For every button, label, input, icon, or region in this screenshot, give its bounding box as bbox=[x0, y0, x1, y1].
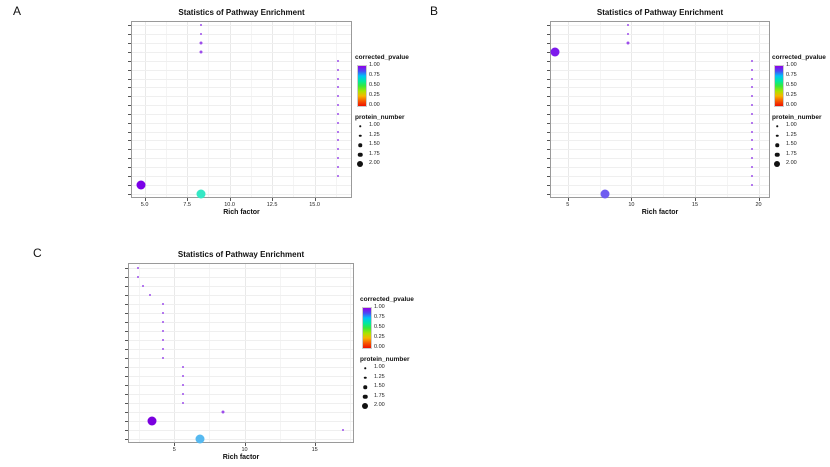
x-tick-label: 15 bbox=[691, 202, 699, 208]
y-axis-tick bbox=[547, 61, 550, 62]
y-axis-tick bbox=[547, 87, 550, 88]
data-point bbox=[337, 175, 339, 177]
data-point bbox=[337, 60, 339, 62]
grid-line bbox=[551, 79, 769, 80]
data-point bbox=[162, 330, 164, 332]
legend-size-label: 1.25 bbox=[374, 373, 385, 380]
grid-line bbox=[129, 412, 353, 413]
y-axis-tick bbox=[128, 70, 131, 71]
y-axis-tick bbox=[125, 313, 128, 314]
grid-line bbox=[551, 185, 769, 186]
grid-line bbox=[132, 87, 351, 88]
grid-line bbox=[132, 25, 351, 26]
x-axis-tick bbox=[272, 198, 273, 201]
y-axis-tick bbox=[547, 167, 550, 168]
data-point bbox=[626, 42, 629, 45]
legend-size-label: 1.25 bbox=[369, 131, 380, 138]
plot-area bbox=[550, 21, 770, 198]
x-tick-label: 5.0 bbox=[140, 202, 149, 208]
y-axis-tick bbox=[125, 349, 128, 350]
grid-line bbox=[132, 79, 351, 80]
x-tick-label: 10 bbox=[628, 202, 635, 208]
x-tick-label: 5 bbox=[566, 202, 570, 208]
y-axis-tick bbox=[547, 43, 550, 44]
grid-line bbox=[132, 61, 351, 62]
y-axis-tick bbox=[547, 123, 550, 124]
plot-area bbox=[131, 21, 352, 198]
y-axis-tick bbox=[125, 394, 128, 395]
y-axis-tick bbox=[547, 176, 550, 177]
y-axis-tick bbox=[547, 158, 550, 159]
legend-size-dot bbox=[363, 394, 368, 399]
grid-line bbox=[551, 158, 769, 159]
data-point bbox=[337, 122, 339, 124]
data-point bbox=[149, 294, 151, 296]
grid-line bbox=[132, 43, 351, 44]
y-axis-tick bbox=[547, 194, 550, 195]
legend-size-dot bbox=[775, 152, 780, 157]
grid-line-minor bbox=[600, 22, 601, 197]
legend-size-dot bbox=[363, 385, 367, 389]
y-axis-tick bbox=[125, 340, 128, 341]
legend-size-title: protein_number bbox=[772, 114, 822, 121]
grid-line-minor bbox=[251, 22, 252, 197]
y-axis-tick bbox=[125, 358, 128, 359]
panel-label: B bbox=[430, 4, 439, 18]
x-axis-tick bbox=[759, 198, 760, 201]
grid-line-minor bbox=[350, 264, 351, 442]
grid-line-minor bbox=[336, 22, 337, 197]
data-point bbox=[182, 366, 184, 368]
data-point bbox=[142, 285, 144, 287]
data-point bbox=[162, 321, 164, 323]
data-point bbox=[182, 393, 184, 395]
y-axis-tick bbox=[128, 132, 131, 133]
colorbar bbox=[774, 65, 784, 107]
colorbar-tick-label: 0.25 bbox=[786, 92, 797, 98]
grid-line bbox=[129, 385, 353, 386]
data-point bbox=[162, 348, 164, 350]
x-axis-tick bbox=[187, 198, 188, 201]
data-point bbox=[751, 131, 753, 133]
colorbar-tick-label: 1.00 bbox=[369, 62, 380, 68]
data-point bbox=[222, 410, 225, 413]
legend-size-label: 2.00 bbox=[374, 402, 385, 408]
y-axis-tick bbox=[547, 185, 550, 186]
x-axis-tick bbox=[315, 198, 316, 201]
x-axis-tick bbox=[174, 443, 175, 446]
data-point bbox=[337, 86, 339, 88]
grid-line bbox=[759, 22, 760, 197]
data-point bbox=[551, 47, 560, 56]
data-point bbox=[751, 86, 753, 88]
grid-line-minor bbox=[139, 264, 140, 442]
data-point bbox=[162, 339, 164, 341]
grid-line bbox=[551, 140, 769, 141]
y-axis-tick bbox=[128, 43, 131, 44]
legend-size-label: 1.75 bbox=[374, 392, 385, 399]
panel-label: A bbox=[13, 4, 22, 18]
chart-title: Statistics of Pathway Enrichment bbox=[177, 250, 305, 259]
colorbar-tick-label: 0.25 bbox=[374, 334, 385, 340]
legend-size-dot bbox=[776, 134, 779, 137]
grid-line bbox=[129, 268, 353, 269]
data-point bbox=[751, 184, 753, 186]
grid-line bbox=[551, 194, 769, 195]
data-point bbox=[337, 166, 339, 168]
y-axis-tick bbox=[125, 268, 128, 269]
grid-line bbox=[129, 394, 353, 395]
data-point bbox=[182, 384, 184, 386]
legend-size-dot bbox=[774, 161, 780, 167]
data-point bbox=[199, 42, 202, 45]
y-axis-tick bbox=[128, 34, 131, 35]
data-point bbox=[196, 189, 205, 198]
chart-title: Statistics of Pathway Enrichment bbox=[596, 8, 724, 17]
legend-size-dot bbox=[357, 161, 363, 167]
grid-line bbox=[315, 22, 316, 197]
grid-line bbox=[551, 132, 769, 133]
grid-line bbox=[631, 22, 632, 197]
y-axis-tick bbox=[547, 34, 550, 35]
data-point bbox=[162, 357, 164, 359]
x-axis-tick bbox=[568, 198, 569, 201]
data-point bbox=[182, 402, 184, 404]
legend-color-title: corrected_pvalue bbox=[355, 54, 409, 61]
grid-line bbox=[132, 114, 351, 115]
grid-line bbox=[132, 167, 351, 168]
y-axis-tick bbox=[125, 430, 128, 431]
grid-line bbox=[132, 105, 351, 106]
grid-line bbox=[695, 22, 696, 197]
data-point bbox=[342, 429, 344, 431]
y-axis-tick bbox=[128, 194, 131, 195]
grid-line bbox=[129, 286, 353, 287]
grid-line bbox=[187, 22, 188, 197]
data-point bbox=[337, 69, 339, 71]
legend-size-title: protein_number bbox=[355, 114, 405, 121]
y-axis-tick bbox=[128, 114, 131, 115]
grid-line-minor bbox=[280, 264, 281, 442]
grid-line bbox=[129, 403, 353, 404]
y-axis-tick bbox=[128, 158, 131, 159]
grid-line-minor bbox=[208, 22, 209, 197]
panel-label: C bbox=[33, 246, 42, 260]
x-axis-title: Rich factor bbox=[641, 209, 679, 216]
legend-size-label: 1.25 bbox=[786, 131, 797, 138]
grid-line bbox=[551, 114, 769, 115]
y-axis-tick bbox=[125, 331, 128, 332]
x-axis-tick bbox=[145, 198, 146, 201]
grid-line bbox=[129, 277, 353, 278]
grid-line bbox=[551, 123, 769, 124]
x-tick-label: 5 bbox=[172, 447, 176, 453]
grid-line bbox=[129, 295, 353, 296]
legend-size-label: 1.00 bbox=[374, 364, 385, 370]
data-point bbox=[337, 78, 339, 80]
y-axis-tick bbox=[128, 96, 131, 97]
legend-size-label: 1.75 bbox=[786, 150, 797, 157]
grid-line bbox=[551, 52, 769, 53]
legend-size-label: 1.00 bbox=[369, 122, 380, 128]
y-axis-tick bbox=[125, 367, 128, 368]
colorbar-tick-label: 0.50 bbox=[374, 324, 385, 330]
data-point bbox=[337, 157, 339, 159]
y-axis-tick bbox=[128, 105, 131, 106]
grid-line bbox=[551, 25, 769, 26]
x-axis-title: Rich factor bbox=[223, 209, 260, 216]
grid-line bbox=[132, 185, 351, 186]
data-point bbox=[751, 95, 753, 97]
data-point bbox=[199, 50, 202, 53]
data-point bbox=[337, 104, 339, 106]
x-axis-tick bbox=[245, 443, 246, 446]
grid-line bbox=[551, 96, 769, 97]
colorbar-tick-label: 0.50 bbox=[369, 82, 380, 88]
legend-size-dot bbox=[358, 143, 362, 147]
data-point bbox=[600, 189, 609, 198]
data-point bbox=[751, 113, 753, 115]
grid-line bbox=[132, 70, 351, 71]
y-axis-tick bbox=[125, 439, 128, 440]
grid-line bbox=[129, 421, 353, 422]
grid-line bbox=[129, 376, 353, 377]
data-point bbox=[751, 60, 753, 62]
legend-size-label: 1.50 bbox=[374, 383, 385, 389]
y-axis-tick bbox=[547, 132, 550, 133]
y-axis-tick bbox=[125, 295, 128, 296]
legend-size-dot bbox=[359, 125, 361, 127]
legend-size-label: 2.00 bbox=[786, 160, 797, 166]
data-point bbox=[337, 95, 339, 97]
y-axis-tick bbox=[547, 79, 550, 80]
grid-line bbox=[145, 22, 146, 197]
legend-size-dot bbox=[775, 143, 779, 147]
grid-line bbox=[551, 149, 769, 150]
legend-size-label: 1.75 bbox=[369, 150, 380, 157]
data-point bbox=[137, 276, 139, 278]
data-point bbox=[200, 24, 202, 26]
x-tick-label: 15 bbox=[311, 447, 318, 453]
y-axis-tick bbox=[128, 61, 131, 62]
colorbar-tick-label: 0.00 bbox=[786, 102, 797, 108]
legend-color-title: corrected_pvalue bbox=[772, 54, 826, 61]
y-axis-tick bbox=[547, 114, 550, 115]
grid-line bbox=[132, 96, 351, 97]
data-point bbox=[751, 122, 753, 124]
grid-line bbox=[129, 439, 353, 440]
colorbar-tick-label: 0.75 bbox=[369, 72, 380, 78]
data-point bbox=[182, 375, 184, 377]
grid-line bbox=[551, 70, 769, 71]
y-axis-tick bbox=[125, 322, 128, 323]
grid-line bbox=[129, 430, 353, 431]
grid-line bbox=[132, 132, 351, 133]
y-axis-tick bbox=[125, 421, 128, 422]
data-point bbox=[337, 139, 339, 141]
data-point bbox=[751, 78, 753, 80]
legend-size-label: 2.00 bbox=[369, 160, 380, 166]
legend-size-title: protein_number bbox=[360, 356, 410, 363]
grid-line bbox=[551, 61, 769, 62]
grid-line bbox=[132, 176, 351, 177]
data-point bbox=[627, 33, 629, 35]
x-tick-label: 7.5 bbox=[183, 202, 191, 208]
grid-line bbox=[132, 140, 351, 141]
y-axis-tick bbox=[547, 25, 550, 26]
grid-line-minor bbox=[727, 22, 728, 197]
x-axis-tick bbox=[315, 443, 316, 446]
x-tick-label: 15.0 bbox=[309, 202, 320, 208]
data-point bbox=[751, 166, 753, 168]
data-point bbox=[751, 104, 753, 106]
colorbar-tick-label: 1.00 bbox=[786, 62, 797, 68]
data-point bbox=[137, 267, 139, 269]
y-axis-tick bbox=[128, 52, 131, 53]
data-point bbox=[751, 139, 753, 141]
colorbar-tick-label: 0.00 bbox=[374, 344, 385, 350]
data-point bbox=[137, 180, 146, 189]
grid-line bbox=[132, 34, 351, 35]
grid-line bbox=[551, 87, 769, 88]
y-axis-tick bbox=[547, 96, 550, 97]
y-axis-tick bbox=[128, 87, 131, 88]
y-axis-tick bbox=[128, 167, 131, 168]
colorbar-tick-label: 0.00 bbox=[369, 102, 380, 108]
grid-line bbox=[132, 149, 351, 150]
x-axis-title: Rich factor bbox=[222, 454, 260, 461]
data-point bbox=[195, 434, 204, 443]
legend-size-dot bbox=[359, 134, 362, 137]
y-axis-tick bbox=[547, 52, 550, 53]
data-point bbox=[751, 148, 753, 150]
grid-line bbox=[551, 167, 769, 168]
grid-line bbox=[230, 22, 231, 197]
x-axis-tick bbox=[695, 198, 696, 201]
x-axis-tick bbox=[631, 198, 632, 201]
plot-area bbox=[128, 263, 354, 443]
grid-line bbox=[245, 264, 246, 442]
grid-line bbox=[568, 22, 569, 197]
legend-size-dot bbox=[358, 152, 363, 157]
grid-line-minor bbox=[166, 22, 167, 197]
y-axis-tick bbox=[125, 403, 128, 404]
y-axis-tick bbox=[128, 149, 131, 150]
y-axis-tick bbox=[125, 304, 128, 305]
x-tick-label: 10.0 bbox=[224, 202, 235, 208]
y-axis-tick bbox=[547, 149, 550, 150]
grid-line bbox=[129, 367, 353, 368]
x-tick-label: 12.5 bbox=[266, 202, 278, 208]
data-point bbox=[337, 148, 339, 150]
colorbar bbox=[362, 307, 372, 349]
chart-title: Statistics of Pathway Enrichment bbox=[178, 8, 305, 17]
x-tick-label: 10 bbox=[241, 447, 248, 453]
y-axis-tick bbox=[125, 412, 128, 413]
grid-line bbox=[551, 176, 769, 177]
grid-line bbox=[132, 52, 351, 53]
y-axis-tick bbox=[128, 25, 131, 26]
legend-size-dot bbox=[776, 125, 778, 127]
grid-line-minor bbox=[293, 22, 294, 197]
data-point bbox=[337, 131, 339, 133]
data-point bbox=[627, 24, 629, 26]
data-point bbox=[147, 416, 156, 425]
grid-line bbox=[551, 34, 769, 35]
colorbar bbox=[357, 65, 367, 107]
data-point bbox=[162, 303, 164, 305]
data-point bbox=[751, 157, 753, 159]
legend-size-label: 1.50 bbox=[786, 141, 797, 147]
grid-line bbox=[132, 123, 351, 124]
grid-line bbox=[272, 22, 273, 197]
y-axis-tick bbox=[128, 176, 131, 177]
data-point bbox=[751, 69, 753, 71]
data-point bbox=[200, 33, 202, 35]
grid-line bbox=[315, 264, 316, 442]
grid-line bbox=[132, 194, 351, 195]
grid-line bbox=[174, 264, 175, 442]
data-point bbox=[751, 175, 753, 177]
x-tick-label: 20 bbox=[755, 202, 762, 208]
x-axis-tick bbox=[230, 198, 231, 201]
colorbar-tick-label: 0.75 bbox=[786, 72, 797, 78]
y-axis-tick bbox=[128, 185, 131, 186]
colorbar-tick-label: 0.50 bbox=[786, 82, 797, 88]
legend-size-dot bbox=[364, 367, 366, 369]
legend-size-label: 1.50 bbox=[369, 141, 380, 147]
grid-line-minor bbox=[663, 22, 664, 197]
y-axis-tick bbox=[547, 140, 550, 141]
colorbar-tick-label: 1.00 bbox=[374, 304, 385, 310]
grid-line-minor bbox=[209, 264, 210, 442]
legend-color-title: corrected_pvalue bbox=[360, 296, 414, 303]
data-point bbox=[337, 113, 339, 115]
y-axis-tick bbox=[547, 105, 550, 106]
y-axis-tick bbox=[125, 277, 128, 278]
colorbar-tick-label: 0.25 bbox=[369, 92, 380, 98]
y-axis-tick bbox=[547, 70, 550, 71]
colorbar-tick-label: 0.75 bbox=[374, 314, 385, 320]
grid-line bbox=[551, 105, 769, 106]
y-axis-tick bbox=[128, 140, 131, 141]
y-axis-tick bbox=[125, 376, 128, 377]
legend-size-dot bbox=[364, 376, 367, 379]
y-axis-tick bbox=[128, 79, 131, 80]
legend-size-label: 1.00 bbox=[786, 122, 797, 128]
grid-line bbox=[551, 43, 769, 44]
grid-line bbox=[132, 158, 351, 159]
y-axis-tick bbox=[125, 286, 128, 287]
y-axis-tick bbox=[128, 123, 131, 124]
y-axis-tick bbox=[125, 385, 128, 386]
data-point bbox=[162, 312, 164, 314]
legend-size-dot bbox=[362, 403, 368, 409]
